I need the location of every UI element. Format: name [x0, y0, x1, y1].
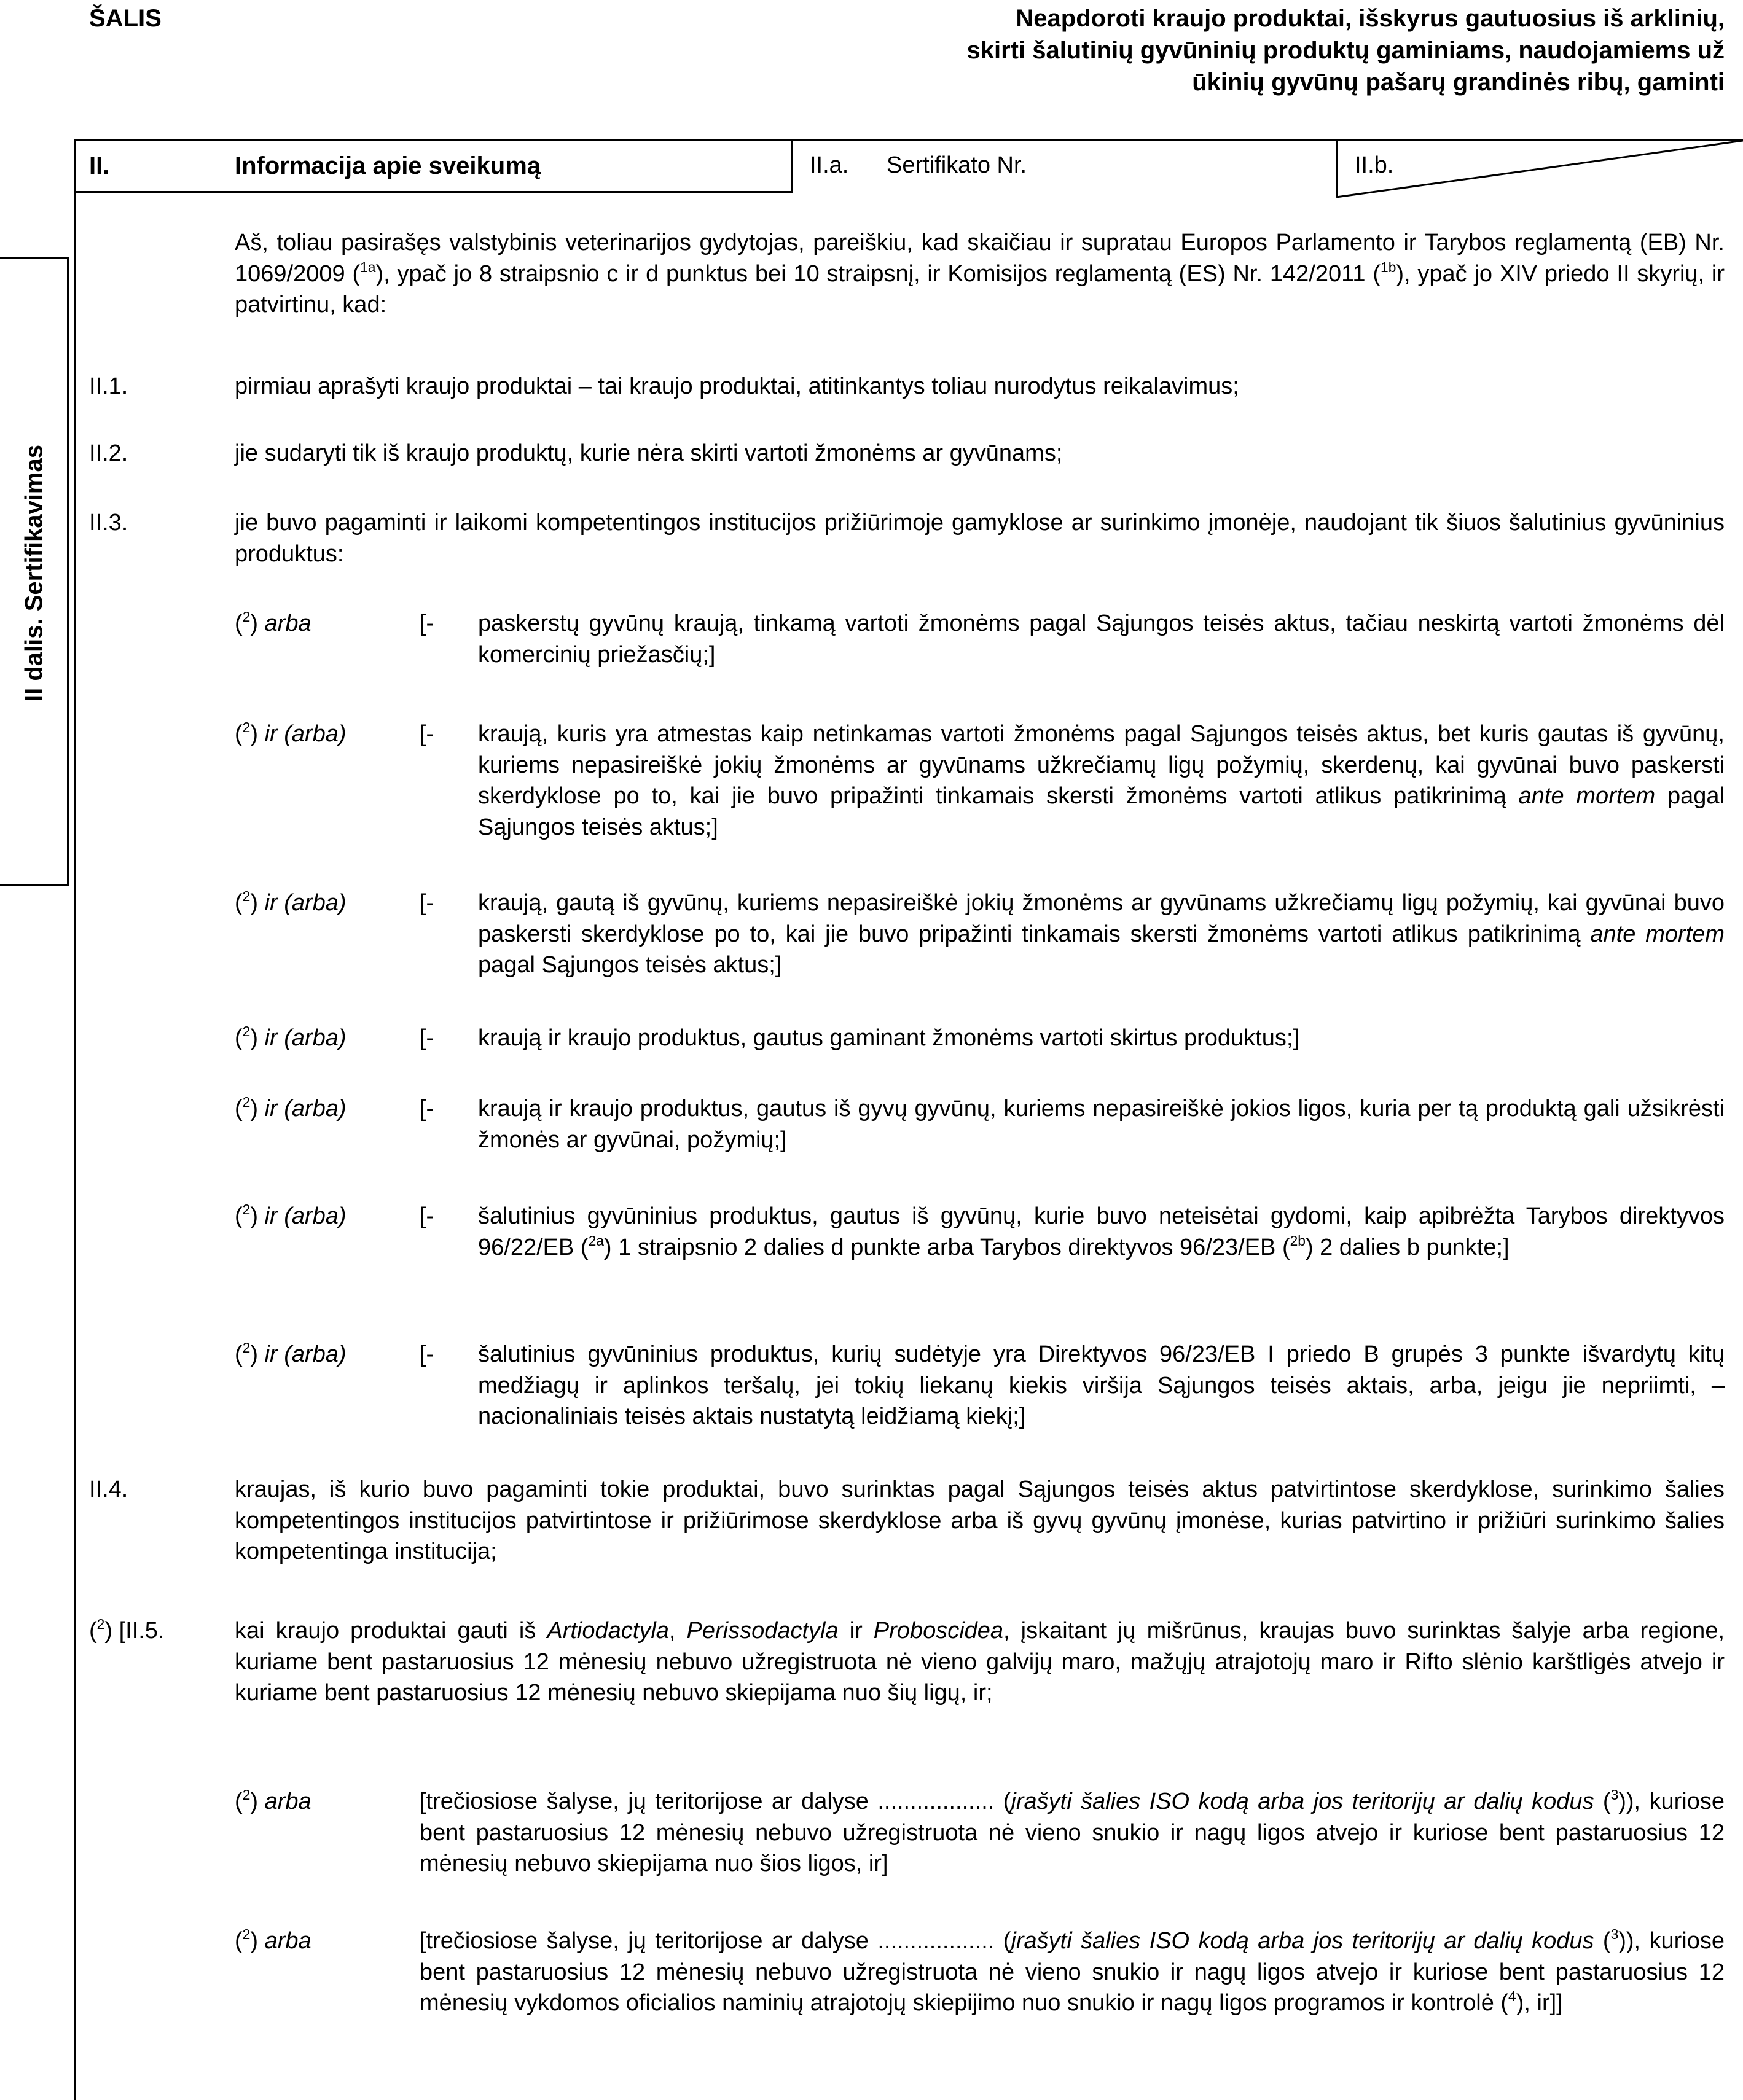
country-label: ŠALIS	[89, 5, 162, 32]
cert-number-code: II.a.	[810, 152, 849, 178]
section-number: II.	[89, 152, 110, 179]
certificate-title: Neapdoroti kraujo produktai, išskyrus gautuosius iš arklinių, skirti šalutinių gyvūninių produktų gaminiams, naudojamiems už ūkinių gyvūnų pašarų grandinės ribų, gaminti	[966, 5, 1725, 96]
option-word: arba	[264, 611, 311, 636]
option-word: ir (arba)	[264, 1096, 347, 1122]
option-qualifier: ($^2$) ir (arba)	[235, 1094, 347, 1122]
clause-text: kraujas, iš kurio buvo pagaminti tokie produktai, buvo surinktas pagal Sąjungos teisės aktus patvirtintose skerdyklose, surinkimo šalies kompetentingos institucijos patvirtintose ir prižiūrimose skerdyklose arba iš gyvų gyvūnų įmonėse, kurias patvirtino ir prižiūri surinkimo šalies kompetentinga institucija;	[235, 1477, 1725, 1565]
iib-diagonal	[1336, 139, 1743, 200]
option-word: ir (arba)	[264, 890, 347, 916]
option-qualifier: ($^2$) arba	[235, 1787, 311, 1814]
section-title: Informacija apie sveikumą	[235, 152, 541, 179]
option-bracket: [-	[420, 1025, 434, 1051]
clause-text: jie sudaryti tik iš kraujo produktų, kurie nėra skirti vartoti žmonėms ar gyvūnams;	[235, 440, 1063, 466]
option-qualifier: ($^2$) ir (arba)	[235, 1023, 347, 1051]
option-bracket: [-	[420, 611, 434, 636]
left-border	[74, 139, 76, 2100]
footnote-ref: 2	[242, 1094, 251, 1111]
clause-number: II.3.	[89, 510, 128, 536]
option-text: šalutinius gyvūninius produktus, kurių sudėtyje yra Direktyvos 96/23/EB I priedo B grupės 3 punkte išvardytų kitų medžiagų ir aplinkos teršalų, jei tokių liekanų kiekis viršija Sąjungos teisės aktais, arba, jeigu jie nepriimti, – nacionaliniais teisės aktais nustatytą leidžiamą kiekį;]	[478, 1341, 1725, 1430]
clause-number: II.1.	[89, 373, 128, 399]
footnote-ref: 2	[242, 888, 251, 905]
option-bracket: [-	[420, 1203, 434, 1229]
option-text: kraują ir kraujo produktus, gautus gaminant žmonėms vartoti skirtus produktus;]	[478, 1025, 1299, 1051]
option-word: ir (arba)	[264, 1203, 347, 1229]
option-text: paskerstų gyvūnų kraują, tinkamą vartoti žmonėms pagal Sąjungos teisės aktus, tačiau neskirtą vartoti žmonėms dėl komercinių priežasčių;]	[478, 611, 1725, 668]
header-bottom-rule	[74, 191, 793, 193]
clause-number: II.2.	[89, 440, 128, 466]
footnote-ref: 2	[242, 1023, 251, 1040]
clause-text: kai kraujo produktai gauti iš Artiodactyla, Perissodactyla ir Proboscidea, įskaitant jų mišrūnus, kraujas buvo surinktas šalyje arba regione, kuriame bent pastaruosius 12 mėnesių nebuvo užregistruota nė vieno galvijų maro, mažųjų atrajotojų maro ir Rifto slėnio karštligės atvejo ir kuriame bent pastaruosius 12 mėnesių nebuvo skiepijama nuo šių ligų, ir;	[235, 1618, 1725, 1706]
clause-number: II.4.	[89, 1477, 128, 1502]
side-box	[0, 257, 69, 886]
clause-number: ($^2$) [II.5.	[89, 1616, 165, 1644]
option-qualifier: ($^2$) arba	[235, 609, 311, 636]
option-text: [trečiosiose šalyse, jų teritorijose ar dalyse .................. (įrašyti šalies ISO kodą arba jos teritorijų ar dalių kodus ($^3$)), kuriose bent pastaruosius 12 mėnesių nebuvo užregistruota nė vieno snukio ir nagų ligos atvejo ir kuriose bent pastaruosius 12 mėnesių nebuvo skiepijama nuo šios ligos, ir]	[420, 1787, 1725, 1877]
footnote-ref: 2	[242, 1340, 251, 1356]
cell-divider	[791, 139, 793, 192]
option-qualifier: ($^2$) arba	[235, 1926, 311, 1954]
footnote-ref: 2	[242, 719, 251, 736]
clause-num-label: [II.5.	[119, 1618, 165, 1644]
option-bracket: [-	[420, 1341, 434, 1367]
cert-number-label: Sertifikato Nr.	[887, 152, 1027, 178]
part-label: II dalis. Sertifikavimas	[20, 445, 48, 701]
option-text: kraują, kuris yra atmestas kaip netinkamas vartoti žmonėms pagal Sąjungos teisės aktus, bet kuris gautas iš gyvūnų, kuriems nepasireiškė jokių žmonėms ar gyvūnams užkrečiamų ligų požymių, skerdenų, kai gyvūnai buvo paskersti skerdyklose po to, kai jie buvo pripažinti tinkamais skersti žmonėms vartoti atlikus patikrinimą ante mortem pagal Sąjungos teisės aktus;]	[478, 721, 1725, 840]
option-text: [trečiosiose šalyse, jų teritorijose ar dalyse .................. (įrašyti šalies ISO kodą arba jos teritorijų ar dalių kodus ($^3$)), kuriose bent pastaruosius 12 mėnesių nebuvo užregistruota nė vieno snukio ir nagų ligos atvejo ir kuriose bent pastaruosius 12 mėnesių vykdomos oficialios naminių atrajotojų skiepijimo nuo snukio ir nagų ligos programos ir kontrolė ($^4$), ir]]	[420, 1926, 1725, 2016]
option-word: ir (arba)	[264, 721, 347, 747]
option-word: ir (arba)	[264, 1025, 347, 1051]
option-qualifier: ($^2$) ir (arba)	[235, 888, 347, 916]
option-text: kraują, gautą iš gyvūnų, kuriems nepasireiškė jokių žmonėms ar gyvūnams užkrečiamų ligų požymių, kai gyvūnai buvo paskersti skerdyklose po to, kai jie buvo pripažinti tinkamais skersti žmonėms vartoti atlikus patikrinimą ante mortem pagal Sąjungos teisės aktus;]	[478, 890, 1725, 978]
option-word: ir (arba)	[264, 1341, 347, 1367]
footnote-ref: 2	[242, 1787, 251, 1803]
option-qualifier: ($^2$) ir (arba)	[235, 1340, 347, 1367]
footnote-ref: 2	[242, 1201, 251, 1218]
option-bracket: [-	[420, 890, 434, 916]
option-qualifier: ($^2$) ir (arba)	[235, 719, 347, 747]
option-text: šalutinius gyvūninius produktus, gautus iš gyvūnų, kurie buvo neteisėtai gydomi, kaip apibrėžta Tarybos direktyvos 96/22/EB ($^{2a}$) 1 straipsnio 2 dalies d punkte arba Tarybos direktyvos 96/23/EB ($^{2b}$) 2 dalies b punkte;]	[478, 1203, 1725, 1260]
option-word: arba	[264, 1928, 311, 1954]
option-qualifier: ($^2$) ir (arba)	[235, 1201, 347, 1229]
footnote-ref: 2	[242, 1926, 251, 1943]
intro-paragraph: Aš, toliau pasirašęs valstybinis veterinarijos gydytojas, pareiškiu, kad skaičiau ir supratau Europos Parlamento ir Tarybos reglamentą (EB) Nr. 1069/2009 ($^{1a}$), ypač jo 8 straipsnio c ir d punktus bei 10 straipsnį, ir Komisijos reglamentą (ES) Nr. 142/2011 ($^{1b}$), ypač jo XIV priedo II skyrių, ir patvirtinu, kad:	[235, 230, 1725, 318]
clause-text: jie buvo pagaminti ir laikomi kompetentingos institucijos prižiūrimoje gamyklose ar surinkimo įmonėje, naudojant tik šiuos šalutinius gyvūninius produktus:	[235, 510, 1725, 567]
option-bracket: [-	[420, 721, 434, 747]
option-bracket: [-	[420, 1096, 434, 1122]
footnote-ref: 2	[96, 1616, 105, 1633]
option-word: arba	[264, 1789, 311, 1814]
clause-text: pirmiau aprašyti kraujo produktai – tai kraujo produktai, atitinkantys toliau nurodytus reikalavimus;	[235, 373, 1239, 399]
option-text: kraują ir kraujo produktus, gautus iš gyvų gyvūnų, kuriems nepasireiškė jokios ligos, kuria per tą produktą gali užsikrėsti žmonės ar gyvūnai, požymių;]	[478, 1096, 1725, 1153]
iib-code: II.b.	[1355, 152, 1394, 178]
footnote-ref: 2	[242, 609, 251, 625]
